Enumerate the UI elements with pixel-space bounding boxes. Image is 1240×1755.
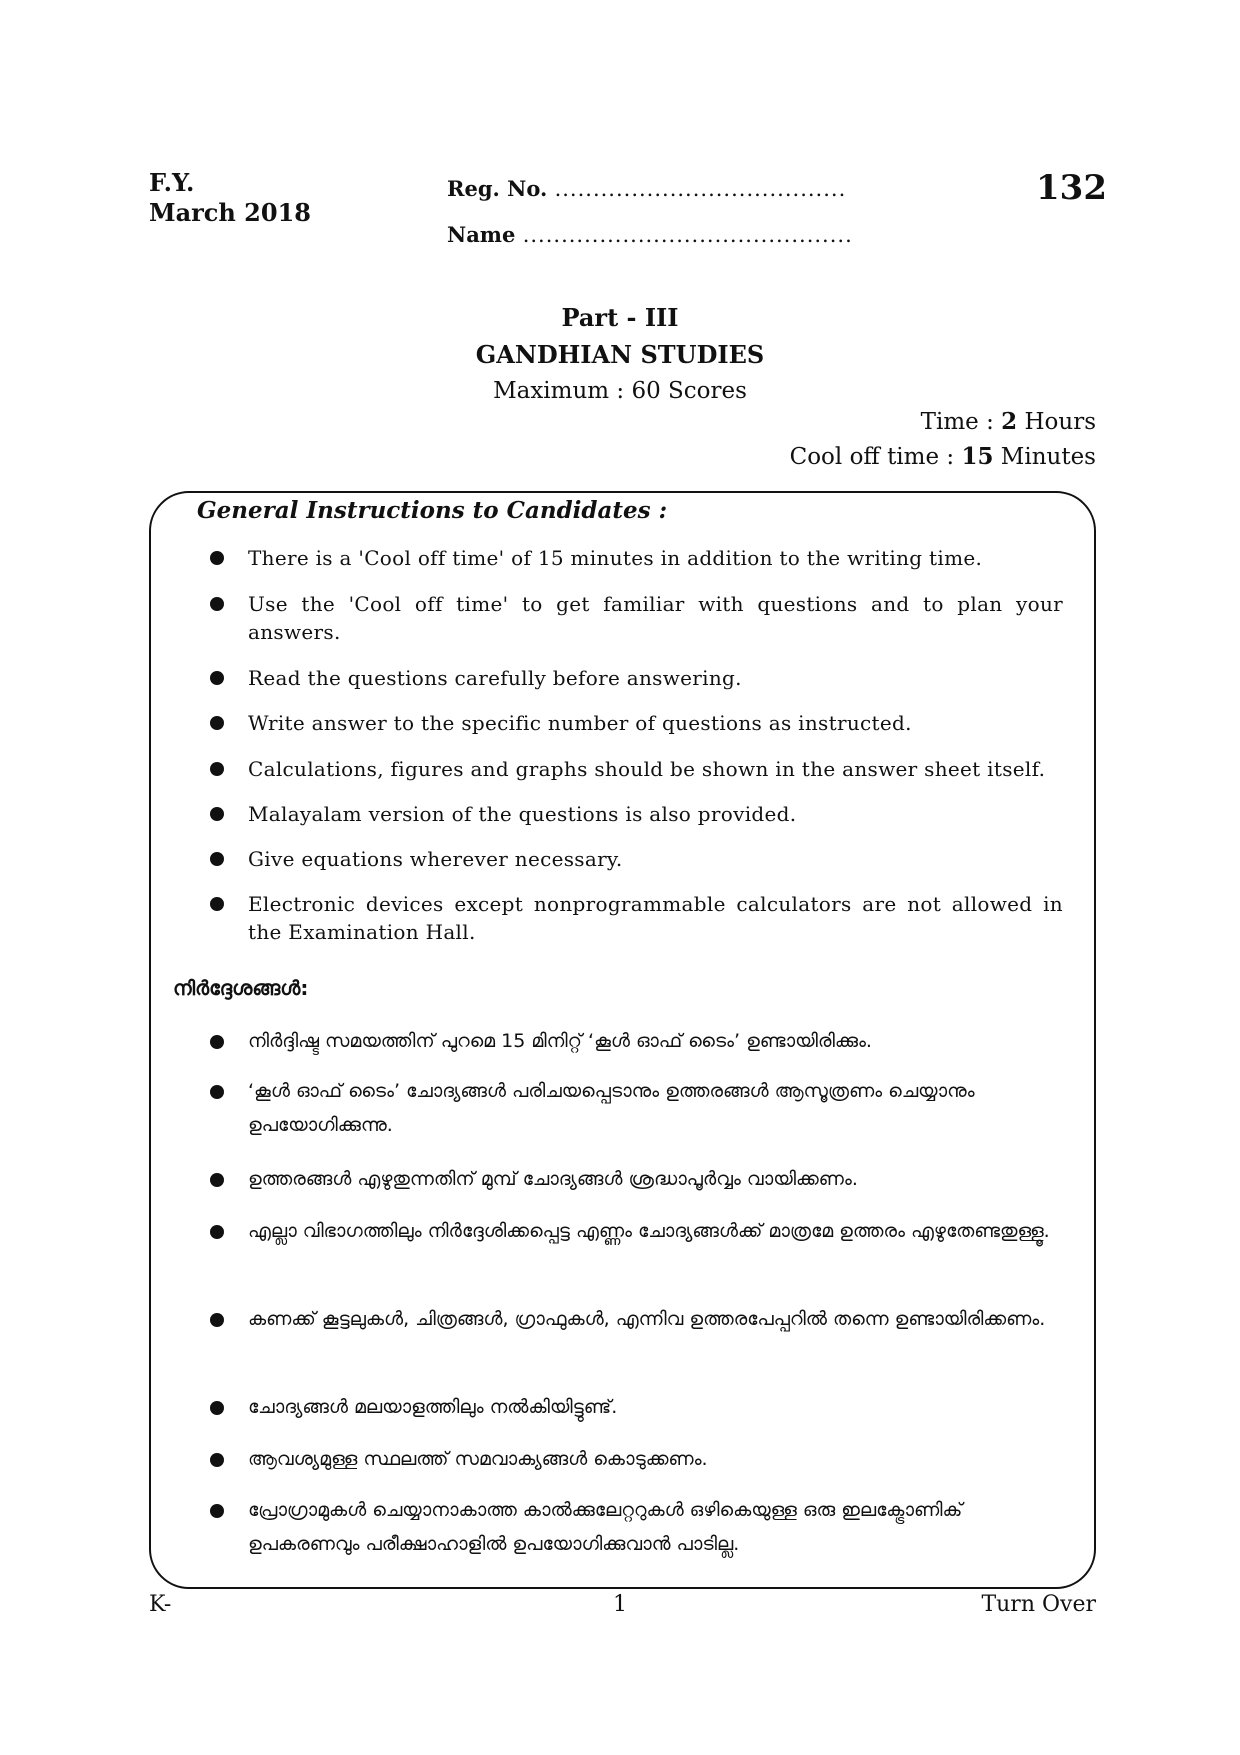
- name-dots: ...........................................: [522, 223, 853, 247]
- instruction-item: There is a 'Cool off time' of 15 minutes in addition to the writing time.: [248, 546, 983, 570]
- candidate-fields: [447, 166, 853, 258]
- instruction-item: Use the 'Cool off time' to get familiar with questions and to plan your answers.: [248, 592, 1063, 644]
- bullet-icon: [210, 897, 224, 911]
- malayalam-item: എല്ലാ വിഭാഗത്തിലും നിർദ്ദേശിക്കപ്പെട്ട എണ്ണം ചോദ്യങ്ങൾക്ക് മാത്രമേ ഉത്തരം എഴുതേണ്ടതുള്ളൂ.: [248, 1220, 1050, 1242]
- time-unit: Hours: [1017, 409, 1096, 435]
- exam-header-left: [149, 168, 311, 228]
- exam-session: March 2018: [149, 198, 311, 227]
- maximum-scores: Maximum : 60 Scores: [493, 378, 747, 404]
- instruction-item: Read the questions carefully before answering.: [248, 666, 742, 690]
- malayalam-item: ചോദ്യങ്ങൾ മലയാളത്തിലും നൽകിയിട്ടുണ്ട്.: [248, 1396, 618, 1418]
- instruction-item: Calculations, figures and graphs should be shown in the answer sheet itself.: [248, 757, 1046, 781]
- cool-off-unit: Minutes: [993, 444, 1096, 470]
- bullet-icon: [210, 551, 224, 565]
- instruction-item: Electronic devices except nonprogrammable calculators are not allowed in the Examination Hall.: [248, 892, 1063, 944]
- malayalam-heading: നിർദ്ദേശങ്ങൾ:: [173, 976, 309, 1000]
- bullet-icon: [210, 1313, 224, 1327]
- bullet-icon: [210, 1085, 224, 1099]
- time-label: Time :: [920, 409, 1002, 435]
- instruction-item: Write answer to the specific number of questions as instructed.: [248, 711, 912, 735]
- bullet-icon: [210, 716, 224, 730]
- reg-no-dots: ......................................: [554, 177, 847, 201]
- part-label: Part - III: [561, 303, 679, 332]
- cool-off-line: [790, 443, 1096, 470]
- instructions-heading: General Instructions to Candidates :: [193, 497, 671, 524]
- time-line: [921, 408, 1096, 435]
- instruction-item: Malayalam version of the questions is also provided.: [248, 802, 797, 826]
- paper-number: 132: [1036, 168, 1107, 208]
- malayalam-item: ആവശ്യമുള്ള സ്ഥലത്ത് സമവാക്യങ്ങൾ കൊടുക്കണം.: [248, 1448, 708, 1470]
- malayalam-item: ‘കൂൾ ഓഫ് ടൈം’ ചോദ്യങ്ങൾ പരിചയപ്പെടാനും ഉത്തരങ്ങൾ ആസൂത്രണം ചെയ്യാനും ഉപയോഗിക്കുന്നു.: [248, 1080, 975, 1136]
- name-label: Name: [447, 222, 516, 247]
- cool-off-label: Cool off time :: [789, 444, 962, 470]
- bullet-icon: [210, 852, 224, 866]
- malayalam-item: പ്രോഗ്രാമുകൾ ചെയ്യാനാകാത്ത കാൽക്കുലേറ്ററുകൾ ഒഴികെയുള്ള ഒരു ഇലക്ട്രോണിക് ഉപകരണവും പരീക്ഷാഹാളിൽ ഉപയോഗിക്കുവാൻ പാടില്ല.: [248, 1499, 963, 1555]
- bullet-icon: [210, 762, 224, 776]
- page-number: 1: [613, 1592, 627, 1617]
- time-value: 2: [1001, 408, 1018, 435]
- malayalam-item: കണക്ക് കൂട്ടലുകൾ, ചിത്രങ്ങൾ, ഗ്രാഫുകൾ, എന്നിവ ഉത്തരപേപ്പറിൽ തന്നെ ഉണ്ടായിരിക്കണം.: [248, 1308, 1046, 1330]
- reg-no-field: [447, 166, 853, 212]
- malayalam-item: ഉത്തരങ്ങൾ എഴുതുന്നതിന് മുമ്പ് ചോദ്യങ്ങൾ ശ്രദ്ധാപൂർവ്വം വായിക്കണം.: [248, 1168, 858, 1190]
- bullet-icon: [210, 671, 224, 685]
- name-field: [447, 212, 853, 258]
- exam-code: F.Y.: [149, 168, 195, 197]
- bullet-icon: [210, 807, 224, 821]
- cool-off-value: 15: [961, 443, 994, 470]
- reg-no-label: Reg. No.: [447, 176, 548, 201]
- footer-code: K-: [149, 1592, 172, 1617]
- bullet-icon: [210, 597, 224, 611]
- bullet-icon: [210, 1504, 224, 1518]
- bullet-icon: [210, 1035, 224, 1049]
- subject-title: GANDHIAN STUDIES: [475, 340, 765, 369]
- bullet-icon: [210, 1401, 224, 1415]
- malayalam-item: നിർദ്ദിഷ്ട സമയത്തിന് പുറമെ 15 മിനിറ്റ് ‘കൂൾ ഓഫ് ടൈം’ ഉണ്ടായിരിക്കും.: [248, 1030, 872, 1052]
- bullet-icon: [210, 1453, 224, 1467]
- bullet-icon: [210, 1173, 224, 1187]
- bullet-icon: [210, 1225, 224, 1239]
- turn-over-label: Turn Over: [981, 1592, 1096, 1617]
- instruction-item: Give equations wherever necessary.: [248, 847, 623, 871]
